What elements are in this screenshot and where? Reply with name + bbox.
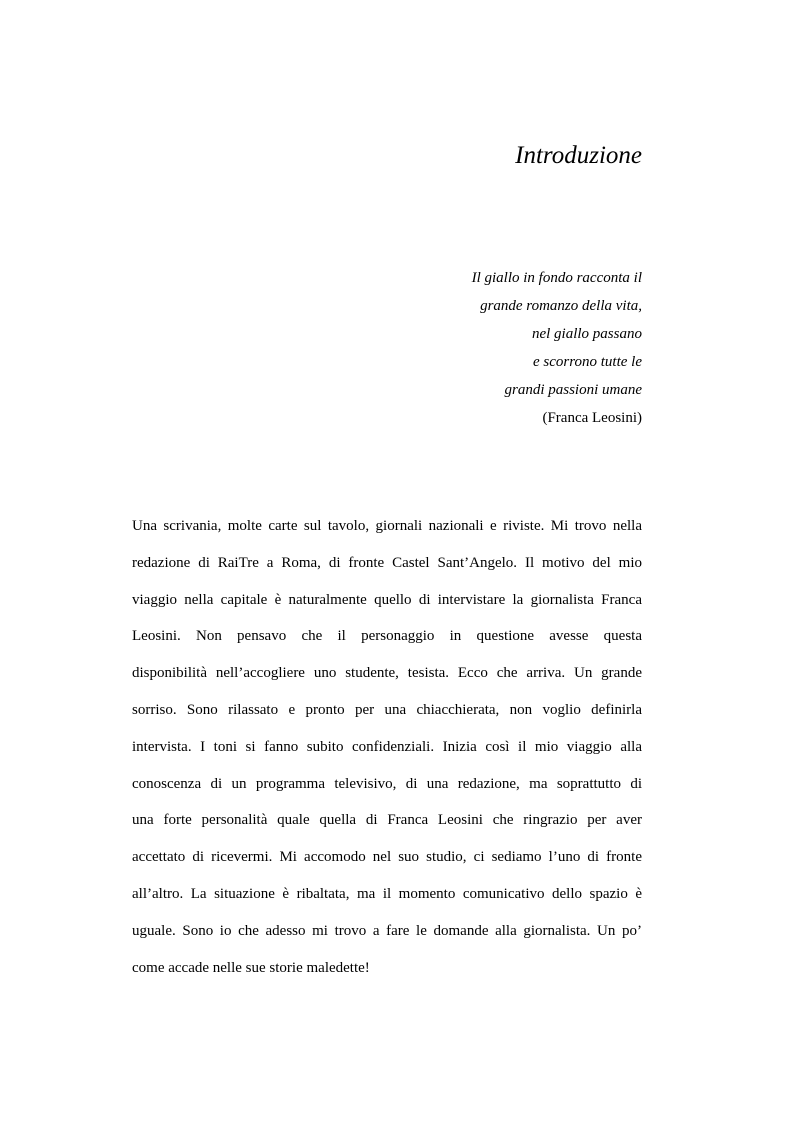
chapter-title: Introduzione xyxy=(515,142,642,169)
epigraph xyxy=(472,264,642,432)
body-line: intervista. I toni si fanno subito confidenziali. Inizia così il mio viaggio alla xyxy=(132,738,642,755)
epigraph-attribution: (Franca Leosini) xyxy=(542,410,642,426)
body-line: Una scrivania, molte carte sul tavolo, giornali nazionali e riviste. Mi trovo nella xyxy=(132,518,642,534)
body-line: redazione di RaiTre a Roma, di fronte Castel Sant’Angelo. Il motivo del mio xyxy=(132,554,642,571)
body-line: Leosini. Non pensavo che il personaggio in questione avesse questa xyxy=(132,628,642,645)
body-line: disponibilità nell’accogliere uno studente, tesista. Ecco che arriva. Un grande xyxy=(132,665,642,682)
body-line: all’altro. La situazione è ribaltata, ma il momento comunicativo dello spazio è xyxy=(132,885,642,902)
body-line: conoscenza di un programma televisivo, di una redazione, ma soprattutto di xyxy=(132,775,642,792)
body-line: una forte personalità quale quella di Franca Leosini che ringrazio per aver xyxy=(132,812,642,829)
epigraph-line: grande romanzo della vita, xyxy=(480,298,642,314)
epigraph-line: e scorrono tutte le xyxy=(532,354,642,370)
body-line: come accade nelle sue storie maledette! xyxy=(132,959,370,976)
epigraph-line: grandi passioni umane xyxy=(504,382,642,398)
epigraph-line: nel giallo passano xyxy=(531,326,642,342)
body-line: accettato di ricevermi. Mi accomodo nel suo studio, ci sediamo l’uno di fronte xyxy=(132,849,642,866)
body-paragraph xyxy=(132,508,642,986)
epigraph-line: Il giallo in fondo racconta il xyxy=(471,270,642,286)
body-line: sorriso. Sono rilassato e pronto per una chiacchierata, non voglio definirla xyxy=(132,701,642,718)
body-line: uguale. Sono io che adesso mi trovo a fare le domande alla giornalista. Un po’ xyxy=(132,922,642,939)
body-line: viaggio nella capitale è naturalmente quello di intervistare la giornalista Franca xyxy=(132,591,642,608)
